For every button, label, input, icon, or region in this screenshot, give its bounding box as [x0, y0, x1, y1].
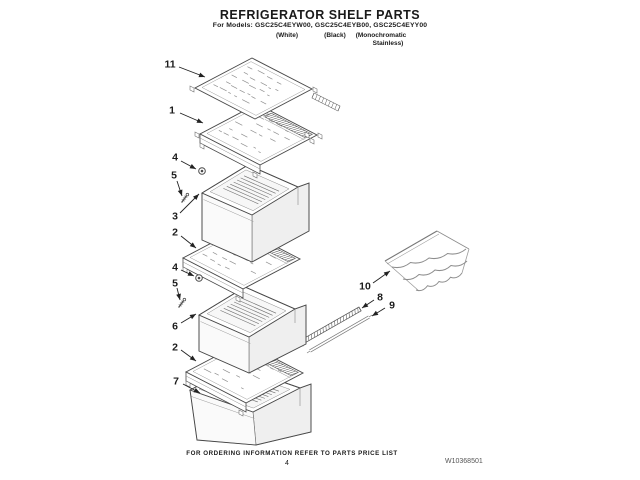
callout-6-number: 6: [172, 320, 178, 333]
callout-11-number: 11: [164, 58, 176, 71]
callout-10: [359, 271, 390, 293]
part-wine-rack-10: [385, 231, 469, 291]
callout-1: [169, 105, 203, 124]
callout-4a: [172, 152, 196, 170]
part-drawer-slide-rail-8: [299, 307, 361, 346]
callout-1-number: 1: [169, 104, 175, 117]
callout-2a-number: 2: [172, 226, 178, 239]
callout-7-number: 7: [173, 375, 179, 388]
callout-9-number: 9: [389, 299, 395, 312]
callout-3-number: 3: [172, 210, 178, 223]
finish-mono-label-line2: Stainless): [372, 40, 404, 47]
callout-8-number: 8: [377, 291, 383, 304]
part-crisper-drawer-3: [202, 165, 309, 262]
finish-black-label: (Black): [324, 32, 346, 39]
part-shelf-stud-4: [199, 168, 206, 175]
models-line: For Models: GSC25C4EYW00, GSC25C4EYB00, GSC25C4EYY00: [212, 22, 428, 29]
callout-4b-number: 4: [172, 261, 178, 274]
callout-11: [164, 59, 205, 78]
callout-2b-number: 2: [172, 341, 178, 354]
callout-6: [172, 314, 196, 333]
callout-5a: [171, 170, 182, 197]
callout-5a-number: 5: [171, 169, 177, 182]
callout-2a: [172, 227, 196, 249]
callout-2b: [172, 342, 196, 362]
document-number: W10368501: [445, 458, 483, 465]
callout-8: [362, 292, 383, 309]
ordering-note: FOR ORDERING INFORMATION REFER TO PARTS PRICE LIST: [186, 450, 398, 457]
part-shelf-stud-4: [196, 275, 203, 282]
part-screw-5: [182, 193, 189, 202]
callout-5b-number: 5: [172, 277, 178, 290]
finish-mono-label-line1: (Monochromatic: [355, 32, 407, 39]
part-glass-shelf-11: [190, 58, 317, 119]
page-title: REFRIGERATOR SHELF PARTS: [219, 8, 421, 22]
finish-white-label: (White): [275, 32, 299, 39]
callout-5b: [172, 278, 181, 301]
callout-9: [372, 300, 395, 317]
callout-4a-number: 4: [172, 151, 178, 164]
callout-10-number: 10: [359, 280, 371, 293]
page-number: 4: [285, 460, 289, 467]
